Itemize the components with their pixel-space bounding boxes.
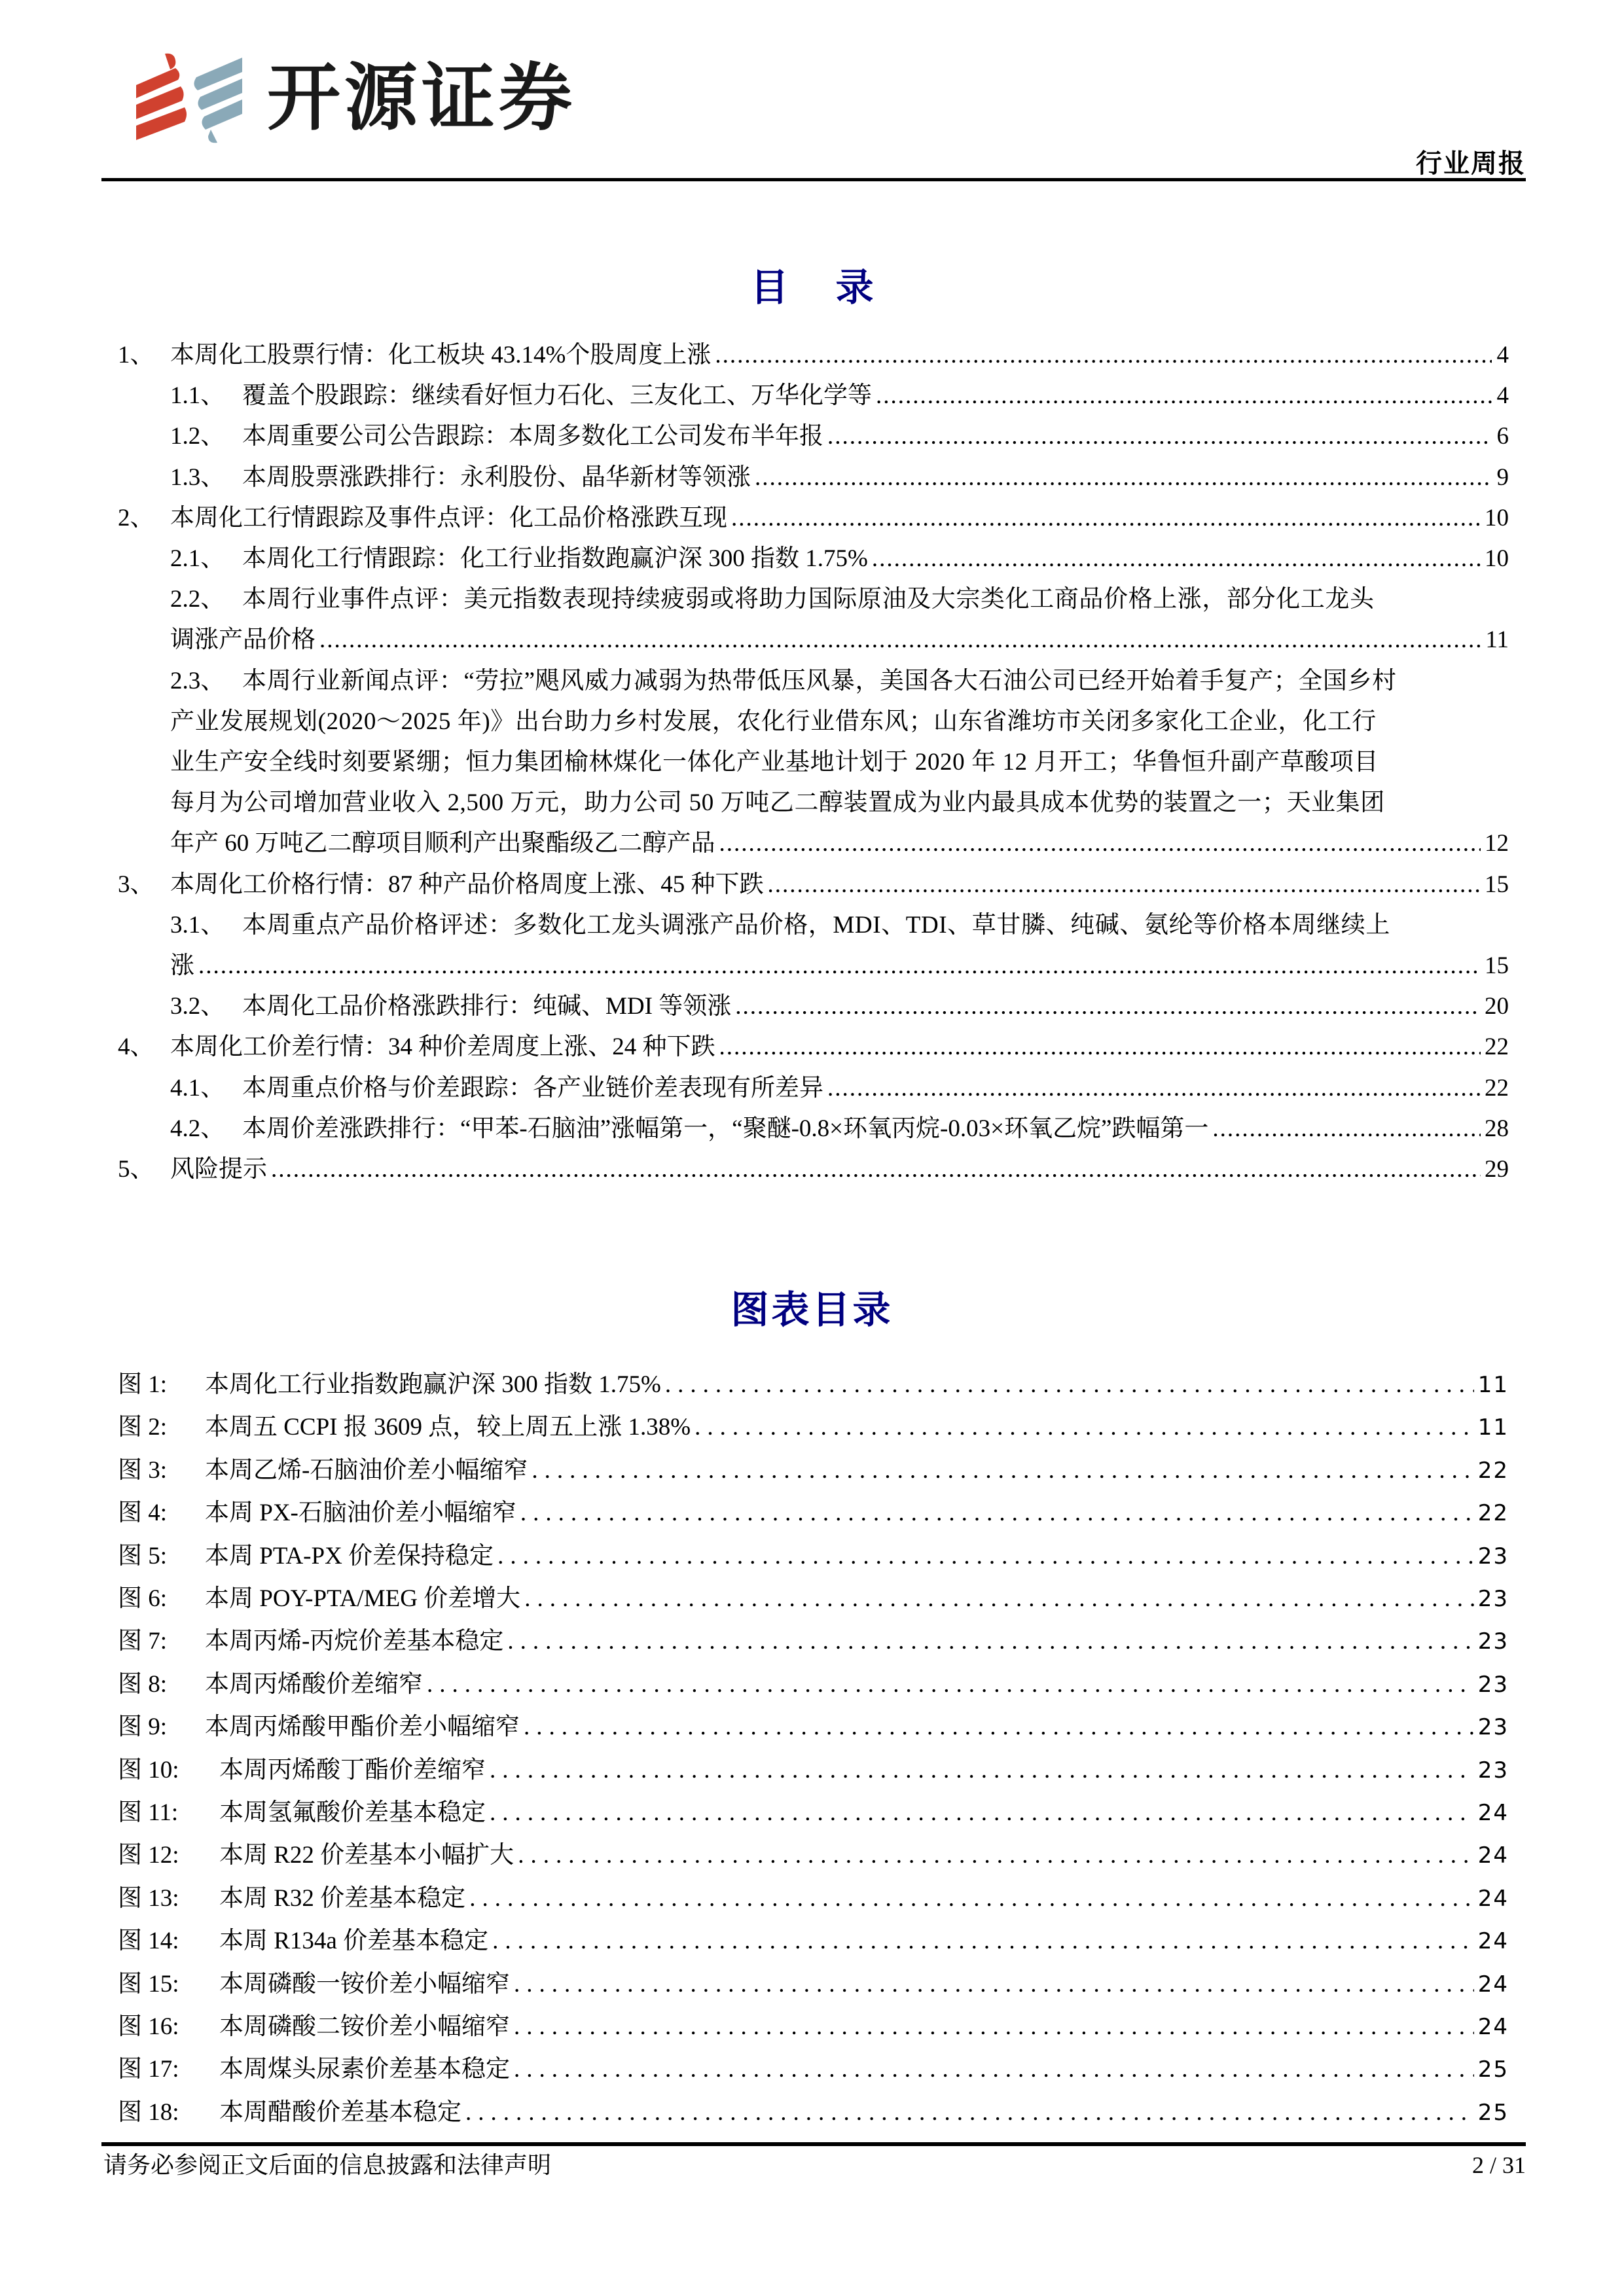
- toc-page-number[interactable]: 6: [1496, 423, 1509, 450]
- brand-logo: [136, 51, 607, 146]
- toc-entry-line[interactable]: [0, 706, 1624, 738]
- figure-entry[interactable]: [0, 1668, 1624, 1701]
- figure-entry[interactable]: [0, 1839, 1624, 1872]
- figure-page-number[interactable]: 24: [1477, 1885, 1509, 1912]
- figure-entry[interactable]: [0, 2053, 1624, 2086]
- dot-leader: [514, 1968, 1474, 2001]
- toc-entry-title[interactable]: 覆盖个股跟踪：继续看好恒力石化、三友化工、万华化学等: [242, 382, 872, 410]
- brand-name: 开源证券: [267, 56, 576, 141]
- toc-page-number[interactable]: 10: [1485, 545, 1509, 572]
- toc-entry-title[interactable]: 本周价差涨跌排行：“甲苯-石脑油”涨幅第一，“聚醚-0.8×环氧丙烷-0.03×环氧乙烷”跌幅第一: [242, 1115, 1209, 1142]
- toc-page-number[interactable]: 29: [1485, 1156, 1509, 1183]
- figure-entry[interactable]: [0, 1411, 1624, 1444]
- toc-entry-title[interactable]: 涨: [170, 952, 194, 979]
- toc-entry-title[interactable]: 本周重点价格与价差跟踪：各产业链价差表现有所差异: [242, 1074, 823, 1102]
- toc-entry-title[interactable]: 年产 60 万吨乙二醇项目顺利产出聚酯级乙二醇产品: [170, 830, 715, 857]
- dot-leader: [492, 1925, 1474, 1958]
- figure-entry[interactable]: [0, 1454, 1624, 1487]
- figure-entry[interactable]: [0, 1497, 1624, 1530]
- dot-leader: [827, 420, 1492, 453]
- toc-entry-title[interactable]: 本周化工价差行情：34 种价差周度上涨、24 种下跌: [170, 1033, 715, 1061]
- figure-title[interactable]: 本周丙烯酸甲酯价差小幅缩窄: [205, 1713, 520, 1741]
- figure-label: 图 1:: [118, 1371, 168, 1398]
- figure-page-number[interactable]: 24: [1477, 1842, 1509, 1869]
- figure-title[interactable]: 本周 R134a 价差基本稳定: [219, 1928, 489, 1955]
- toc-entry-number: 1.3、: [170, 463, 225, 491]
- figure-title[interactable]: 本周煤头尿素价差基本稳定: [219, 2056, 510, 2083]
- dot-leader: [465, 2096, 1474, 2129]
- document-type: 行业周报: [1416, 149, 1526, 178]
- dot-leader: [715, 339, 1492, 372]
- figure-label: 图 18:: [118, 2098, 179, 2126]
- toc-entry-number: 4.1、: [170, 1074, 225, 1102]
- toc-entry-number: 1.1、: [170, 382, 225, 410]
- figure-page-number[interactable]: 23: [1477, 1671, 1509, 1698]
- figure-label: 图 15:: [118, 1970, 179, 1998]
- figure-title[interactable]: 本周丙烯-丙烷价差基本稳定: [205, 1628, 504, 1655]
- figure-title[interactable]: 本周丙烯酸价差缩窄: [205, 1670, 423, 1698]
- dot-leader: [768, 869, 1481, 901]
- toc-entry-line[interactable]: [0, 461, 1624, 494]
- figure-label: 图 9:: [118, 1713, 168, 1741]
- page-indicator: 2 / 31: [1471, 2152, 1526, 2178]
- figure-label: 图 10:: [118, 1756, 179, 1784]
- toc-entry-title[interactable]: 本周化工品价格涨跌排行：纯碱、MDI 等领涨: [242, 993, 732, 1020]
- toc-entry-line[interactable]: [0, 665, 1624, 698]
- toc-entry-line[interactable]: [0, 1153, 1624, 1186]
- toc-entry-line[interactable]: [0, 502, 1624, 535]
- toc-entry-title[interactable]: 本周重要公司公告跟踪：本周多数化工公司发布半年报: [242, 423, 823, 450]
- dot-leader: [524, 1583, 1474, 1615]
- figure-label: 图 3:: [118, 1456, 168, 1484]
- dot-leader: [1212, 1113, 1481, 1145]
- toc-entry-title[interactable]: 本周股票涨跌排行：永利股份、晶华新材等领涨: [242, 463, 751, 491]
- dot-leader: [665, 1369, 1474, 1401]
- figure-page-number[interactable]: 11: [1477, 1414, 1509, 1441]
- toc-page-number[interactable]: 15: [1485, 952, 1509, 979]
- figure-page-number[interactable]: 24: [1477, 1800, 1509, 1826]
- figure-entry[interactable]: [0, 1797, 1624, 1829]
- toc-entry-line[interactable]: [0, 624, 1624, 656]
- figure-title[interactable]: 本周 PTA-PX 价差保持稳定: [205, 1542, 494, 1570]
- toc-entry-title[interactable]: 调涨产品价格: [170, 626, 316, 654]
- figure-entry[interactable]: [0, 1754, 1624, 1787]
- figure-page-number[interactable]: 23: [1477, 1714, 1509, 1741]
- dot-leader: [755, 461, 1492, 494]
- toc-entry-number: 5、: [118, 1156, 154, 1183]
- figure-list-title: 图表目录: [731, 1287, 893, 1332]
- figure-page-number[interactable]: 24: [1477, 1928, 1509, 1955]
- dot-leader: [319, 624, 1481, 656]
- toc-entry-number: 1、: [118, 342, 154, 368]
- toc-page-number[interactable]: 22: [1485, 1033, 1509, 1061]
- dot-leader: [271, 1153, 1481, 1186]
- figure-label: 图 11:: [118, 1799, 179, 1826]
- toc-entry-line[interactable]: [0, 827, 1624, 860]
- figure-label: 图 14:: [118, 1928, 179, 1955]
- toc-entry-line[interactable]: [0, 543, 1624, 575]
- dot-leader: [490, 1754, 1474, 1787]
- dot-leader: [490, 1797, 1474, 1829]
- figure-label: 图 12:: [118, 1842, 179, 1869]
- toc-page-number[interactable]: 10: [1485, 504, 1509, 531]
- toc-entry-line[interactable]: [0, 909, 1624, 942]
- dot-leader: [520, 1497, 1474, 1530]
- figure-title[interactable]: 本周 R32 价差基本稳定: [219, 1884, 466, 1912]
- toc-page-number[interactable]: 12: [1485, 830, 1509, 857]
- toc-entry-number: 3.1、: [170, 911, 225, 939]
- dot-leader: [518, 1839, 1474, 1872]
- toc-entry-line[interactable]: [0, 1072, 1624, 1105]
- toc-entry-number: 3.2、: [170, 993, 225, 1020]
- figure-label: 图 7:: [118, 1628, 168, 1655]
- toc-entry-line[interactable]: [0, 869, 1624, 901]
- toc-entry-title[interactable]: 每月为公司增加营业收入 2,500 万元，助力公司 50 万吨乙二醇装置成为业内最具成本优势的装置之一；天业集团: [170, 789, 1385, 817]
- figure-label: 图 5:: [118, 1542, 168, 1570]
- figure-title[interactable]: 本周五 CCPI 报 3609 点，较上周五上涨 1.38%: [205, 1414, 691, 1441]
- toc-entry-number: 2、: [118, 504, 154, 531]
- toc-entry-line[interactable]: [0, 1031, 1624, 1064]
- toc-page-number[interactable]: 15: [1485, 870, 1509, 898]
- figure-entry[interactable]: [0, 1540, 1624, 1573]
- toc-entry-title[interactable]: 产业发展规划(2020～2025 年)》出台助力乡村发展，农化行业借东风；山东省潍坊市关闭多家化工企业，化工行: [170, 708, 1377, 735]
- dot-leader: [524, 1711, 1474, 1744]
- toc-entry-line[interactable]: [0, 1113, 1624, 1145]
- figure-entry[interactable]: [0, 1711, 1624, 1744]
- toc-page-number[interactable]: 9: [1496, 463, 1509, 491]
- toc-entry-line[interactable]: [0, 950, 1624, 982]
- figure-page-number[interactable]: 23: [1477, 1757, 1509, 1784]
- figure-label: 图 17:: [118, 2056, 179, 2083]
- figure-entry[interactable]: [0, 1369, 1624, 1401]
- figure-label: 图 16:: [118, 2013, 179, 2040]
- toc-entry-number: 2.1、: [170, 545, 225, 572]
- toc-entry-number: 4、: [118, 1033, 154, 1061]
- figure-title[interactable]: 本周 R22 价差基本小幅扩大: [219, 1842, 514, 1869]
- figure-page-number[interactable]: 23: [1477, 1586, 1509, 1612]
- dot-leader: [497, 1540, 1474, 1573]
- figure-label: 图 4:: [118, 1499, 168, 1527]
- toc-page-number[interactable]: 20: [1485, 993, 1509, 1020]
- figure-title[interactable]: 本周醋酸价差基本稳定: [219, 2098, 461, 2126]
- toc-entry-line[interactable]: [0, 583, 1624, 616]
- logo-mark-icon: [136, 51, 242, 144]
- dot-leader: [198, 950, 1481, 982]
- figure-title[interactable]: 本周化工行业指数跑赢沪深 300 指数 1.75%: [205, 1371, 661, 1398]
- figure-page-number[interactable]: 23: [1477, 1628, 1509, 1655]
- figure-page-number[interactable]: 22: [1477, 1457, 1509, 1484]
- toc-entry-line[interactable]: [0, 420, 1624, 453]
- footer-rule: [101, 2142, 1526, 2146]
- dot-leader: [514, 2053, 1474, 2086]
- toc-entry-title[interactable]: 风险提示: [170, 1156, 267, 1183]
- figure-label: 图 2:: [118, 1414, 168, 1441]
- dot-leader: [735, 990, 1481, 1023]
- header-rule: [101, 178, 1526, 181]
- dot-leader: [872, 543, 1481, 575]
- dot-leader: [514, 2011, 1474, 2043]
- toc-title: 目录: [750, 265, 921, 310]
- figure-page-number[interactable]: 25: [1477, 2056, 1509, 2083]
- footer-disclaimer: 请务必参阅正文后面的信息披露和法律声明: [103, 2152, 552, 2178]
- figure-page-number[interactable]: 24: [1477, 1971, 1509, 1998]
- dot-leader: [469, 1882, 1474, 1915]
- dot-leader: [532, 1454, 1473, 1487]
- figure-label: 图 6:: [118, 1585, 168, 1612]
- toc-entry-title[interactable]: 业生产安全线时刻要紧绷；恒力集团榆林煤化一体化产业基地计划于 2020 年 12 月开工；华鲁恒升副产草酸项目: [170, 749, 1379, 776]
- toc-entry-title[interactable]: 本周化工价格行情：87 种产品价格周度上涨、45 种下跌: [170, 870, 764, 898]
- figure-title[interactable]: 本周磷酸一铵价差小幅缩窄: [219, 1970, 510, 1998]
- toc-entry-number: 2.3、: [170, 667, 225, 694]
- toc-page-number[interactable]: 28: [1485, 1115, 1509, 1142]
- figure-title[interactable]: 本周磷酸二铵价差小幅缩窄: [219, 2013, 510, 2040]
- toc-entry-title[interactable]: 本周化工行情跟踪及事件点评：化工品价格涨跌互现: [170, 504, 727, 531]
- figure-title[interactable]: 本周 POY-PTA/MEG 价差增大: [205, 1585, 521, 1612]
- toc-entry-title[interactable]: 本周行业新闻点评：“劳拉”飓风威力减弱为热带低压风暴，美国各大石油公司已经开始着手复产；全国乡村: [242, 667, 1397, 694]
- dot-leader: [731, 502, 1481, 535]
- figure-label: 图 8:: [118, 1670, 168, 1698]
- toc-entry-number: 4.2、: [170, 1115, 225, 1142]
- toc-entry-line[interactable]: [0, 380, 1624, 412]
- figure-page-number[interactable]: 23: [1477, 1543, 1509, 1570]
- toc-entry-number: 1.2、: [170, 423, 225, 450]
- figure-entry[interactable]: [0, 2011, 1624, 2043]
- figure-page-number[interactable]: 25: [1477, 2099, 1509, 2126]
- figure-title[interactable]: 本周乙烯-石脑油价差小幅缩窄: [205, 1456, 528, 1484]
- toc-entry-line[interactable]: [0, 746, 1624, 779]
- toc-entry-line[interactable]: [0, 339, 1624, 372]
- figure-entry[interactable]: [0, 2096, 1624, 2129]
- toc-entry-title[interactable]: 本周行业事件点评：美元指数表现持续疲弱或将助力国际原油及大宗类化工商品价格上涨，部分化工龙头: [242, 586, 1375, 613]
- figure-title[interactable]: 本周丙烯酸丁酯价差缩窄: [219, 1756, 486, 1784]
- dot-leader: [827, 1072, 1481, 1105]
- figure-entry[interactable]: [0, 1882, 1624, 1915]
- figure-page-number[interactable]: 24: [1477, 2014, 1509, 2040]
- toc-entry-title[interactable]: 本周重点产品价格评述：多数化工龙头调涨产品价格，MDI、TDI、草甘膦、纯碱、氨纶等价格本周继续上: [242, 911, 1390, 939]
- toc-entry-line[interactable]: [0, 787, 1624, 819]
- toc-page-number[interactable]: 4: [1496, 342, 1509, 368]
- toc-entry-line[interactable]: [0, 990, 1624, 1023]
- figure-entry[interactable]: [0, 1968, 1624, 2001]
- toc-page-number[interactable]: 22: [1485, 1074, 1509, 1102]
- dot-leader: [695, 1411, 1474, 1444]
- figure-page-number[interactable]: 11: [1477, 1372, 1509, 1398]
- figure-page-number[interactable]: 22: [1477, 1500, 1509, 1527]
- dot-leader: [507, 1625, 1473, 1658]
- toc-entry-title[interactable]: 本周化工股票行情：化工板块 43.14%个股周度上涨: [170, 342, 712, 368]
- figure-entry[interactable]: [0, 1625, 1624, 1658]
- toc-page-number[interactable]: 4: [1496, 382, 1509, 410]
- dot-leader: [719, 827, 1481, 860]
- dot-leader: [427, 1668, 1474, 1701]
- toc-entry-number: 3、: [118, 870, 154, 898]
- figure-title[interactable]: 本周 PX-石脑油价差小幅缩窄: [205, 1499, 516, 1527]
- toc-entry-number: 2.2、: [170, 586, 225, 613]
- dot-leader: [876, 380, 1492, 412]
- figure-label: 图 13:: [118, 1884, 179, 1912]
- figure-entry[interactable]: [0, 1925, 1624, 1958]
- figure-title[interactable]: 本周氢氟酸价差基本稳定: [219, 1799, 486, 1826]
- toc-entry-title[interactable]: 本周化工行情跟踪：化工行业指数跑赢沪深 300 指数 1.75%: [242, 545, 868, 572]
- dot-leader: [719, 1031, 1481, 1064]
- figure-entry[interactable]: [0, 1583, 1624, 1615]
- toc-page-number[interactable]: 11: [1485, 626, 1509, 654]
